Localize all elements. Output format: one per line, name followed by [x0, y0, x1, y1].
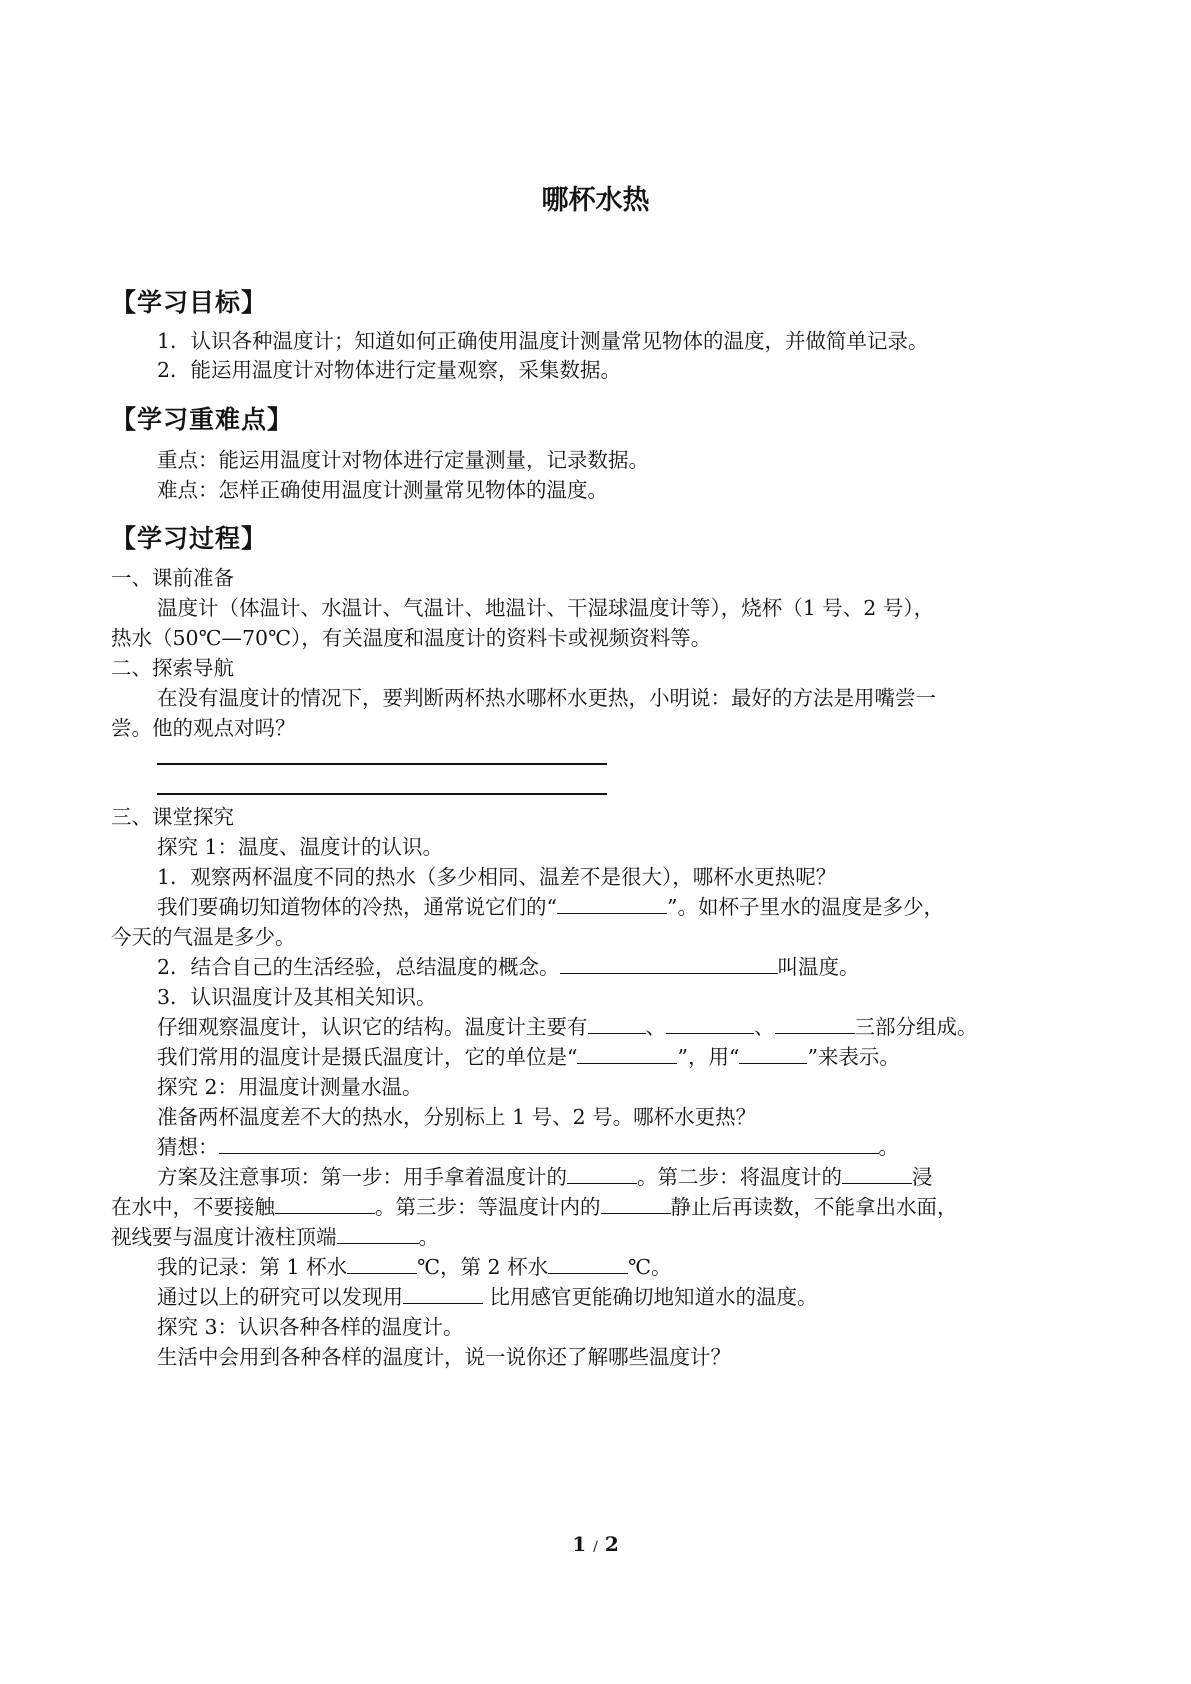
blank-unit-name[interactable]	[577, 1043, 677, 1064]
blank-temperature-definition[interactable]	[560, 953, 778, 974]
answer-line-2[interactable]	[157, 793, 607, 795]
blank-cup-1-temp[interactable]	[347, 1253, 417, 1274]
section-3-title: 三、课堂探究	[111, 805, 234, 829]
explore-2-prompt: 准备两杯温度差不大的热水，分别标上 1 号、2 号。哪杯水更热？	[157, 1105, 757, 1129]
explore-3-title: 探究 3：认识各种各样的温度计。	[157, 1315, 464, 1339]
question-2: 2．结合自己的生活经验，总结温度的概念。 叫温度。	[157, 955, 860, 979]
section-1-title: 一、课前准备	[111, 566, 234, 590]
blank-tool[interactable]	[403, 1283, 483, 1304]
heading-goals: 【学习目标】	[111, 288, 268, 317]
finding-line: 通过以上的研究可以发现用 比用感官更能确切地知道水的温度。	[157, 1285, 818, 1309]
blank-sightline[interactable]	[337, 1223, 419, 1244]
explore-3-prompt: 生活中会用到各种各样的温度计，说一说你还了解哪些温度计？	[157, 1345, 731, 1369]
answer-line-1[interactable]	[157, 763, 607, 765]
question-3c: 我们常用的温度计是摄氏温度计，它的单位是“ ”，用“ ”来表示。	[157, 1045, 900, 1069]
blank-avoid-touch[interactable]	[275, 1193, 375, 1214]
question-1c: 今天的气温是多少。	[111, 925, 296, 949]
question-3b: 仔细观察温度计，认识它的结构。温度计主要有 、 、 三部分组成。	[157, 1015, 978, 1039]
goal-2: 2．能运用温度计对物体进行定量观察，采集数据。	[157, 358, 622, 382]
question-1b: 我们要确切知道物体的冷热，通常说它们的“ ”。如杯子里水的温度是多少，	[157, 895, 944, 919]
key-difficulty: 难点：怎样正确使用温度计测量常见物体的温度。	[157, 478, 608, 502]
s1-line-2: 热水（50℃—70℃），有关温度和温度计的资料卡或视频资料等。	[111, 626, 712, 650]
guess-line: 猜想： 。	[157, 1135, 899, 1159]
heading-key-points: 【学习重难点】	[111, 405, 294, 434]
explore-1-title: 探究 1：温度、温度计的认识。	[157, 835, 444, 859]
blank-liquid[interactable]	[601, 1193, 671, 1214]
question-1: 1．观察两杯温度不同的热水（多少相同、温差不是很大），哪杯水更热呢？	[157, 865, 837, 889]
blank-part-1[interactable]	[588, 1013, 646, 1034]
blank-unit-symbol[interactable]	[739, 1043, 807, 1064]
blank-hold-part[interactable]	[567, 1163, 637, 1184]
question-3: 3．认识温度计及其相关知识。	[157, 985, 437, 1009]
blank-cup-2-temp[interactable]	[548, 1253, 628, 1274]
blank-temperature-term[interactable]	[557, 893, 667, 914]
plan-line-3: 视线要与温度计液柱顶端 。	[111, 1225, 439, 1249]
s2-line-1: 在没有温度计的情况下，要判断两杯热水哪杯水更热，小明说：最好的方法是用嘴尝一	[157, 686, 936, 710]
page-title: 哪杯水热	[541, 185, 650, 216]
section-2-title: 二、探索导航	[111, 656, 234, 680]
blank-part-2[interactable]	[666, 1013, 754, 1034]
heading-process: 【学习过程】	[111, 524, 268, 553]
plan-line-1: 方案及注意事项：第一步：用手拿着温度计的 。第二步：将温度计的 浸	[157, 1165, 933, 1189]
blank-part-3[interactable]	[775, 1013, 855, 1034]
s2-line-2: 尝。他的观点对吗？	[111, 716, 296, 740]
blank-immerse-part[interactable]	[842, 1163, 912, 1184]
explore-2-title: 探究 2：用温度计测量水温。	[157, 1075, 423, 1099]
goal-1: 1．认识各种温度计；知道如何正确使用温度计测量常见物体的温度，并做简单记录。	[157, 329, 929, 353]
record-line: 我的记录：第 1 杯水 ℃，第 2 杯水 ℃。	[157, 1255, 672, 1279]
plan-line-2: 在水中，不要接触 。第三步：等温度计内的 静止后再读数，不能拿出水面，	[111, 1195, 958, 1219]
blank-guess[interactable]	[219, 1133, 879, 1154]
s1-line-1: 温度计（体温计、水温计、气温计、地温计、干湿球温度计等），烧杯（1 号、2 号），	[157, 596, 935, 620]
key-focus: 重点：能运用温度计对物体进行定量测量，记录数据。	[157, 448, 649, 472]
page-number: 1 / 2	[572, 1532, 619, 1556]
